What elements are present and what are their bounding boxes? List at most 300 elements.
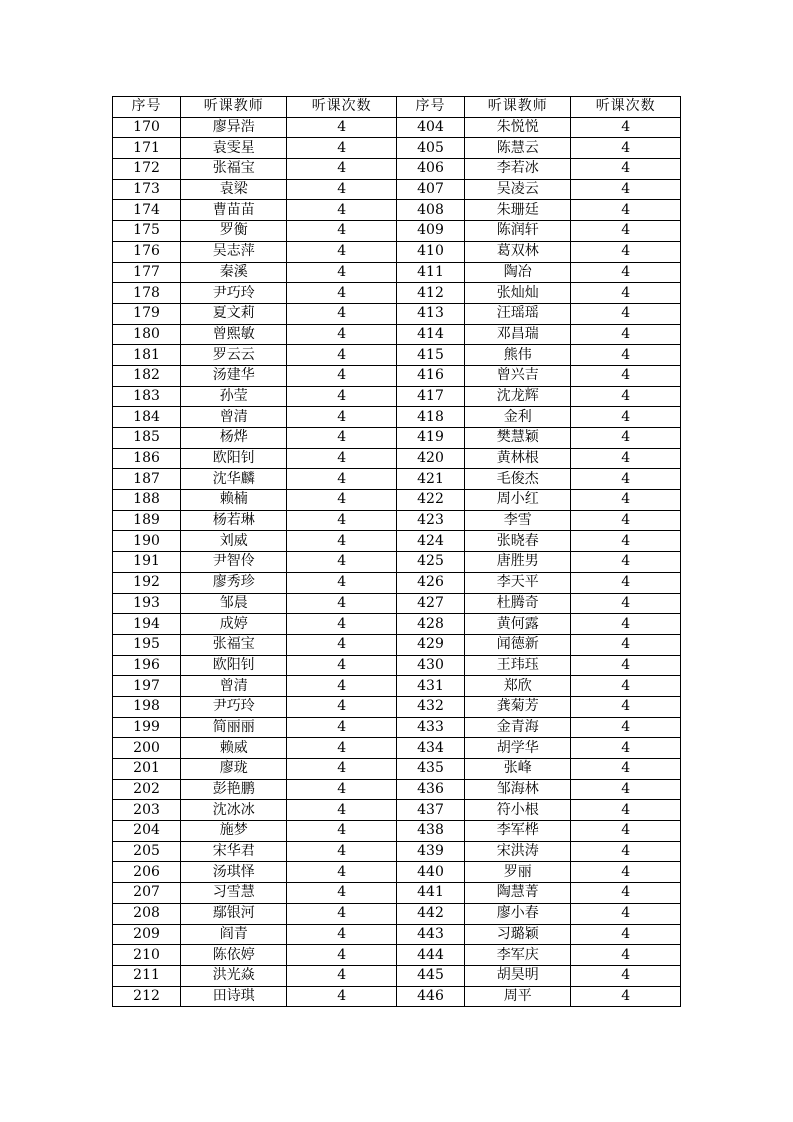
- cell-teacher: 赖楠: [181, 490, 287, 511]
- cell-index: 439: [396, 841, 464, 862]
- cell-count: 4: [287, 200, 397, 221]
- cell-teacher: 李雪: [465, 510, 571, 531]
- cell-index: 191: [113, 552, 181, 573]
- cell-teacher: 曾清: [181, 676, 287, 697]
- cell-index: 440: [396, 862, 464, 883]
- cell-count: 4: [571, 676, 681, 697]
- cell-teacher: 欧阳钊: [181, 448, 287, 469]
- cell-teacher: 陈依婷: [181, 945, 287, 966]
- table-row: [113, 552, 681, 573]
- cell-index: 182: [113, 365, 181, 386]
- cell-index: 437: [396, 800, 464, 821]
- cell-index: 435: [396, 759, 464, 780]
- cell-index: 428: [396, 614, 464, 635]
- cell-count: 4: [287, 841, 397, 862]
- header-index-left: 序号: [113, 97, 181, 118]
- cell-index: 432: [396, 696, 464, 717]
- cell-teacher: 邓昌瑞: [465, 324, 571, 345]
- cell-teacher: 陶慧菁: [465, 883, 571, 904]
- cell-index: 177: [113, 262, 181, 283]
- cell-count: 4: [571, 324, 681, 345]
- cell-teacher: 吴志萍: [181, 241, 287, 262]
- cell-index: 418: [396, 407, 464, 428]
- cell-index: 208: [113, 903, 181, 924]
- cell-teacher: 罗衡: [181, 221, 287, 242]
- table-row: [113, 490, 681, 511]
- cell-count: 4: [571, 717, 681, 738]
- cell-teacher: 宋洪涛: [465, 841, 571, 862]
- cell-teacher: 杜腾奇: [465, 593, 571, 614]
- cell-count: 4: [287, 593, 397, 614]
- cell-index: 433: [396, 717, 464, 738]
- table-row: [113, 138, 681, 159]
- cell-count: 4: [287, 241, 397, 262]
- cell-teacher: 廖秀珍: [181, 572, 287, 593]
- cell-teacher: 曾熙敏: [181, 324, 287, 345]
- cell-index: 201: [113, 759, 181, 780]
- cell-teacher: 夏文莉: [181, 303, 287, 324]
- cell-teacher: 尹智伶: [181, 552, 287, 573]
- cell-index: 413: [396, 303, 464, 324]
- cell-teacher: 熊伟: [465, 345, 571, 366]
- table-row: [113, 345, 681, 366]
- cell-count: 4: [287, 924, 397, 945]
- cell-index: 178: [113, 283, 181, 304]
- cell-teacher: 邹晨: [181, 593, 287, 614]
- cell-index: 425: [396, 552, 464, 573]
- cell-index: 180: [113, 324, 181, 345]
- cell-count: 4: [287, 138, 397, 159]
- cell-count: 4: [571, 821, 681, 842]
- cell-count: 4: [287, 821, 397, 842]
- cell-teacher: 吴凌云: [465, 179, 571, 200]
- cell-index: 410: [396, 241, 464, 262]
- cell-count: 4: [287, 159, 397, 180]
- table-row: [113, 428, 681, 449]
- cell-count: 4: [571, 552, 681, 573]
- cell-teacher: 张福宝: [181, 634, 287, 655]
- cell-count: 4: [571, 345, 681, 366]
- cell-count: 4: [571, 241, 681, 262]
- cell-teacher: 袁梁: [181, 179, 287, 200]
- cell-teacher: 田诗琪: [181, 986, 287, 1007]
- cell-count: 4: [287, 510, 397, 531]
- cell-teacher: 刘威: [181, 531, 287, 552]
- cell-teacher: 曾清: [181, 407, 287, 428]
- cell-index: 446: [396, 986, 464, 1007]
- cell-index: 420: [396, 448, 464, 469]
- cell-count: 4: [287, 945, 397, 966]
- table-row: [113, 634, 681, 655]
- cell-count: 4: [571, 386, 681, 407]
- cell-index: 171: [113, 138, 181, 159]
- cell-index: 193: [113, 593, 181, 614]
- cell-count: 4: [571, 572, 681, 593]
- cell-index: 189: [113, 510, 181, 531]
- table-row: [113, 200, 681, 221]
- cell-teacher: 沈龙辉: [465, 386, 571, 407]
- cell-teacher: 李军庆: [465, 945, 571, 966]
- cell-count: 4: [287, 303, 397, 324]
- cell-count: 4: [287, 759, 397, 780]
- header-index-right: 序号: [396, 97, 464, 118]
- cell-teacher: 金青海: [465, 717, 571, 738]
- cell-index: 203: [113, 800, 181, 821]
- cell-teacher: 金利: [465, 407, 571, 428]
- cell-count: 4: [287, 117, 397, 138]
- cell-index: 187: [113, 469, 181, 490]
- cell-count: 4: [571, 365, 681, 386]
- cell-count: 4: [571, 614, 681, 635]
- cell-teacher: 毛俊杰: [465, 469, 571, 490]
- cell-count: 4: [571, 200, 681, 221]
- cell-index: 174: [113, 200, 181, 221]
- cell-index: 427: [396, 593, 464, 614]
- cell-count: 4: [571, 428, 681, 449]
- cell-index: 175: [113, 221, 181, 242]
- table-row: [113, 407, 681, 428]
- cell-count: 4: [287, 531, 397, 552]
- cell-index: 199: [113, 717, 181, 738]
- cell-index: 444: [396, 945, 464, 966]
- cell-count: 4: [571, 179, 681, 200]
- cell-index: 202: [113, 779, 181, 800]
- cell-teacher: 欧阳钊: [181, 655, 287, 676]
- cell-teacher: 闻德新: [465, 634, 571, 655]
- cell-count: 4: [571, 945, 681, 966]
- cell-count: 4: [287, 779, 397, 800]
- cell-index: 431: [396, 676, 464, 697]
- cell-count: 4: [287, 986, 397, 1007]
- cell-count: 4: [571, 159, 681, 180]
- cell-index: 438: [396, 821, 464, 842]
- cell-count: 4: [571, 303, 681, 324]
- cell-count: 4: [287, 965, 397, 986]
- cell-count: 4: [571, 903, 681, 924]
- cell-teacher: 张晓春: [465, 531, 571, 552]
- table-row: [113, 779, 681, 800]
- cell-count: 4: [287, 345, 397, 366]
- cell-index: 207: [113, 883, 181, 904]
- cell-teacher: 成婷: [181, 614, 287, 635]
- table-row: [113, 965, 681, 986]
- cell-count: 4: [571, 138, 681, 159]
- table-row: [113, 738, 681, 759]
- cell-teacher: 洪光焱: [181, 965, 287, 986]
- cell-count: 4: [287, 386, 397, 407]
- cell-index: 194: [113, 614, 181, 635]
- table-row: [113, 241, 681, 262]
- cell-index: 176: [113, 241, 181, 262]
- cell-index: 411: [396, 262, 464, 283]
- table-row: [113, 593, 681, 614]
- cell-index: 409: [396, 221, 464, 242]
- table-row: [113, 469, 681, 490]
- cell-index: 404: [396, 117, 464, 138]
- cell-index: 198: [113, 696, 181, 717]
- table-row: [113, 945, 681, 966]
- cell-count: 4: [571, 531, 681, 552]
- cell-count: 4: [571, 221, 681, 242]
- cell-index: 204: [113, 821, 181, 842]
- cell-index: 414: [396, 324, 464, 345]
- cell-index: 186: [113, 448, 181, 469]
- cell-count: 4: [287, 283, 397, 304]
- cell-teacher: 张福宝: [181, 159, 287, 180]
- table-row: [113, 841, 681, 862]
- cell-teacher: 樊慧颖: [465, 428, 571, 449]
- cell-teacher: 阎青: [181, 924, 287, 945]
- header-teacher-right: 听课教师: [465, 97, 571, 118]
- cell-index: 206: [113, 862, 181, 883]
- cell-teacher: 彭艳鹏: [181, 779, 287, 800]
- cell-teacher: 曹苗苗: [181, 200, 287, 221]
- cell-index: 172: [113, 159, 181, 180]
- cell-teacher: 沈华麟: [181, 469, 287, 490]
- table-row: [113, 696, 681, 717]
- cell-count: 4: [571, 655, 681, 676]
- cell-teacher: 袁雯星: [181, 138, 287, 159]
- cell-index: 443: [396, 924, 464, 945]
- table-row: [113, 221, 681, 242]
- cell-teacher: 杨若琳: [181, 510, 287, 531]
- cell-count: 4: [287, 614, 397, 635]
- cell-teacher: 龚菊芳: [465, 696, 571, 717]
- table-row: [113, 117, 681, 138]
- cell-index: 190: [113, 531, 181, 552]
- cell-count: 4: [287, 490, 397, 511]
- cell-count: 4: [287, 572, 397, 593]
- table-row: [113, 159, 681, 180]
- cell-count: 4: [287, 883, 397, 904]
- cell-count: 4: [571, 696, 681, 717]
- cell-index: 209: [113, 924, 181, 945]
- cell-teacher: 廖异浩: [181, 117, 287, 138]
- cell-count: 4: [571, 779, 681, 800]
- table-row: [113, 759, 681, 780]
- cell-count: 4: [571, 283, 681, 304]
- cell-index: 179: [113, 303, 181, 324]
- cell-index: 415: [396, 345, 464, 366]
- cell-count: 4: [287, 676, 397, 697]
- cell-index: 405: [396, 138, 464, 159]
- table-row: [113, 303, 681, 324]
- cell-index: 406: [396, 159, 464, 180]
- cell-teacher: 黄何露: [465, 614, 571, 635]
- cell-teacher: 简丽丽: [181, 717, 287, 738]
- cell-count: 4: [571, 986, 681, 1007]
- cell-index: 441: [396, 883, 464, 904]
- table-row: [113, 386, 681, 407]
- cell-count: 4: [287, 738, 397, 759]
- cell-teacher: 葛双林: [465, 241, 571, 262]
- cell-count: 4: [571, 759, 681, 780]
- cell-teacher: 郑欣: [465, 676, 571, 697]
- table-body: [113, 117, 681, 1007]
- cell-count: 4: [571, 924, 681, 945]
- cell-teacher: 黄林根: [465, 448, 571, 469]
- cell-index: 200: [113, 738, 181, 759]
- table-row: [113, 655, 681, 676]
- cell-index: 422: [396, 490, 464, 511]
- cell-index: 173: [113, 179, 181, 200]
- cell-teacher: 赖威: [181, 738, 287, 759]
- cell-index: 408: [396, 200, 464, 221]
- header-count-right: 听课次数: [571, 97, 681, 118]
- cell-teacher: 廖珑: [181, 759, 287, 780]
- cell-teacher: 李天平: [465, 572, 571, 593]
- cell-teacher: 罗云云: [181, 345, 287, 366]
- cell-index: 421: [396, 469, 464, 490]
- cell-index: 210: [113, 945, 181, 966]
- cell-count: 4: [287, 634, 397, 655]
- table-row: [113, 510, 681, 531]
- cell-teacher: 宋华君: [181, 841, 287, 862]
- cell-index: 429: [396, 634, 464, 655]
- cell-index: 197: [113, 676, 181, 697]
- cell-teacher: 杨烨: [181, 428, 287, 449]
- cell-count: 4: [571, 469, 681, 490]
- cell-count: 4: [571, 862, 681, 883]
- table-row: [113, 614, 681, 635]
- table-row: [113, 283, 681, 304]
- table-row: [113, 531, 681, 552]
- cell-teacher: 汪瑶瑶: [465, 303, 571, 324]
- table-row: [113, 903, 681, 924]
- cell-teacher: 王玮珏: [465, 655, 571, 676]
- table-row: [113, 179, 681, 200]
- cell-teacher: 符小根: [465, 800, 571, 821]
- cell-count: 4: [287, 179, 397, 200]
- lecture-attendance-table: [112, 96, 681, 1007]
- cell-count: 4: [571, 407, 681, 428]
- cell-count: 4: [571, 510, 681, 531]
- table-row: [113, 924, 681, 945]
- cell-teacher: 周平: [465, 986, 571, 1007]
- cell-count: 4: [287, 717, 397, 738]
- cell-teacher: 汤琪怿: [181, 862, 287, 883]
- cell-count: 4: [287, 903, 397, 924]
- cell-count: 4: [287, 407, 397, 428]
- cell-teacher: 朱悦悦: [465, 117, 571, 138]
- cell-index: 426: [396, 572, 464, 593]
- table-row: [113, 986, 681, 1007]
- cell-count: 4: [287, 221, 397, 242]
- cell-index: 424: [396, 531, 464, 552]
- cell-count: 4: [287, 262, 397, 283]
- cell-index: 196: [113, 655, 181, 676]
- cell-count: 4: [287, 324, 397, 345]
- cell-teacher: 施梦: [181, 821, 287, 842]
- cell-teacher: 胡昊明: [465, 965, 571, 986]
- cell-teacher: 廖小春: [465, 903, 571, 924]
- cell-teacher: 李军桦: [465, 821, 571, 842]
- cell-teacher: 尹巧玲: [181, 283, 287, 304]
- cell-count: 4: [571, 634, 681, 655]
- table-header-row: [113, 97, 681, 118]
- cell-index: 436: [396, 779, 464, 800]
- cell-count: 4: [287, 800, 397, 821]
- cell-count: 4: [287, 696, 397, 717]
- cell-index: 445: [396, 965, 464, 986]
- header-count-left: 听课次数: [287, 97, 397, 118]
- cell-index: 416: [396, 365, 464, 386]
- cell-teacher: 张峰: [465, 759, 571, 780]
- cell-count: 4: [287, 552, 397, 573]
- cell-index: 188: [113, 490, 181, 511]
- cell-count: 4: [571, 800, 681, 821]
- cell-index: 417: [396, 386, 464, 407]
- cell-teacher: 汤建华: [181, 365, 287, 386]
- cell-count: 4: [571, 965, 681, 986]
- cell-count: 4: [287, 428, 397, 449]
- cell-count: 4: [571, 490, 681, 511]
- cell-teacher: 陈慧云: [465, 138, 571, 159]
- cell-index: 423: [396, 510, 464, 531]
- table-row: [113, 676, 681, 697]
- table-row: [113, 262, 681, 283]
- cell-teacher: 习雪慧: [181, 883, 287, 904]
- table-row: [113, 717, 681, 738]
- cell-teacher: 沈冰冰: [181, 800, 287, 821]
- cell-count: 4: [571, 883, 681, 904]
- cell-count: 4: [571, 262, 681, 283]
- cell-teacher: 周小红: [465, 490, 571, 511]
- cell-count: 4: [287, 365, 397, 386]
- cell-teacher: 尹巧玲: [181, 696, 287, 717]
- table-row: [113, 821, 681, 842]
- cell-count: 4: [571, 448, 681, 469]
- cell-index: 412: [396, 283, 464, 304]
- cell-teacher: 邹海林: [465, 779, 571, 800]
- cell-teacher: 唐胜男: [465, 552, 571, 573]
- header-teacher-left: 听课教师: [181, 97, 287, 118]
- cell-index: 211: [113, 965, 181, 986]
- cell-teacher: 曾兴吉: [465, 365, 571, 386]
- cell-teacher: 秦溪: [181, 262, 287, 283]
- table-row: [113, 324, 681, 345]
- cell-teacher: 罗丽: [465, 862, 571, 883]
- cell-teacher: 李若冰: [465, 159, 571, 180]
- cell-teacher: 习璐颖: [465, 924, 571, 945]
- cell-index: 434: [396, 738, 464, 759]
- cell-count: 4: [571, 738, 681, 759]
- cell-count: 4: [571, 593, 681, 614]
- cell-count: 4: [571, 841, 681, 862]
- table-row: [113, 365, 681, 386]
- table-row: [113, 800, 681, 821]
- cell-index: 442: [396, 903, 464, 924]
- cell-count: 4: [287, 862, 397, 883]
- cell-index: 184: [113, 407, 181, 428]
- cell-teacher: 陶冶: [465, 262, 571, 283]
- cell-index: 212: [113, 986, 181, 1007]
- cell-teacher: 孙莹: [181, 386, 287, 407]
- cell-index: 205: [113, 841, 181, 862]
- cell-index: 192: [113, 572, 181, 593]
- table-row: [113, 572, 681, 593]
- cell-index: 419: [396, 428, 464, 449]
- cell-teacher: 朱珊廷: [465, 200, 571, 221]
- cell-teacher: 鄢银河: [181, 903, 287, 924]
- cell-index: 181: [113, 345, 181, 366]
- cell-teacher: 陈润轩: [465, 221, 571, 242]
- cell-count: 4: [287, 655, 397, 676]
- table-row: [113, 883, 681, 904]
- cell-index: 183: [113, 386, 181, 407]
- cell-index: 170: [113, 117, 181, 138]
- table-row: [113, 862, 681, 883]
